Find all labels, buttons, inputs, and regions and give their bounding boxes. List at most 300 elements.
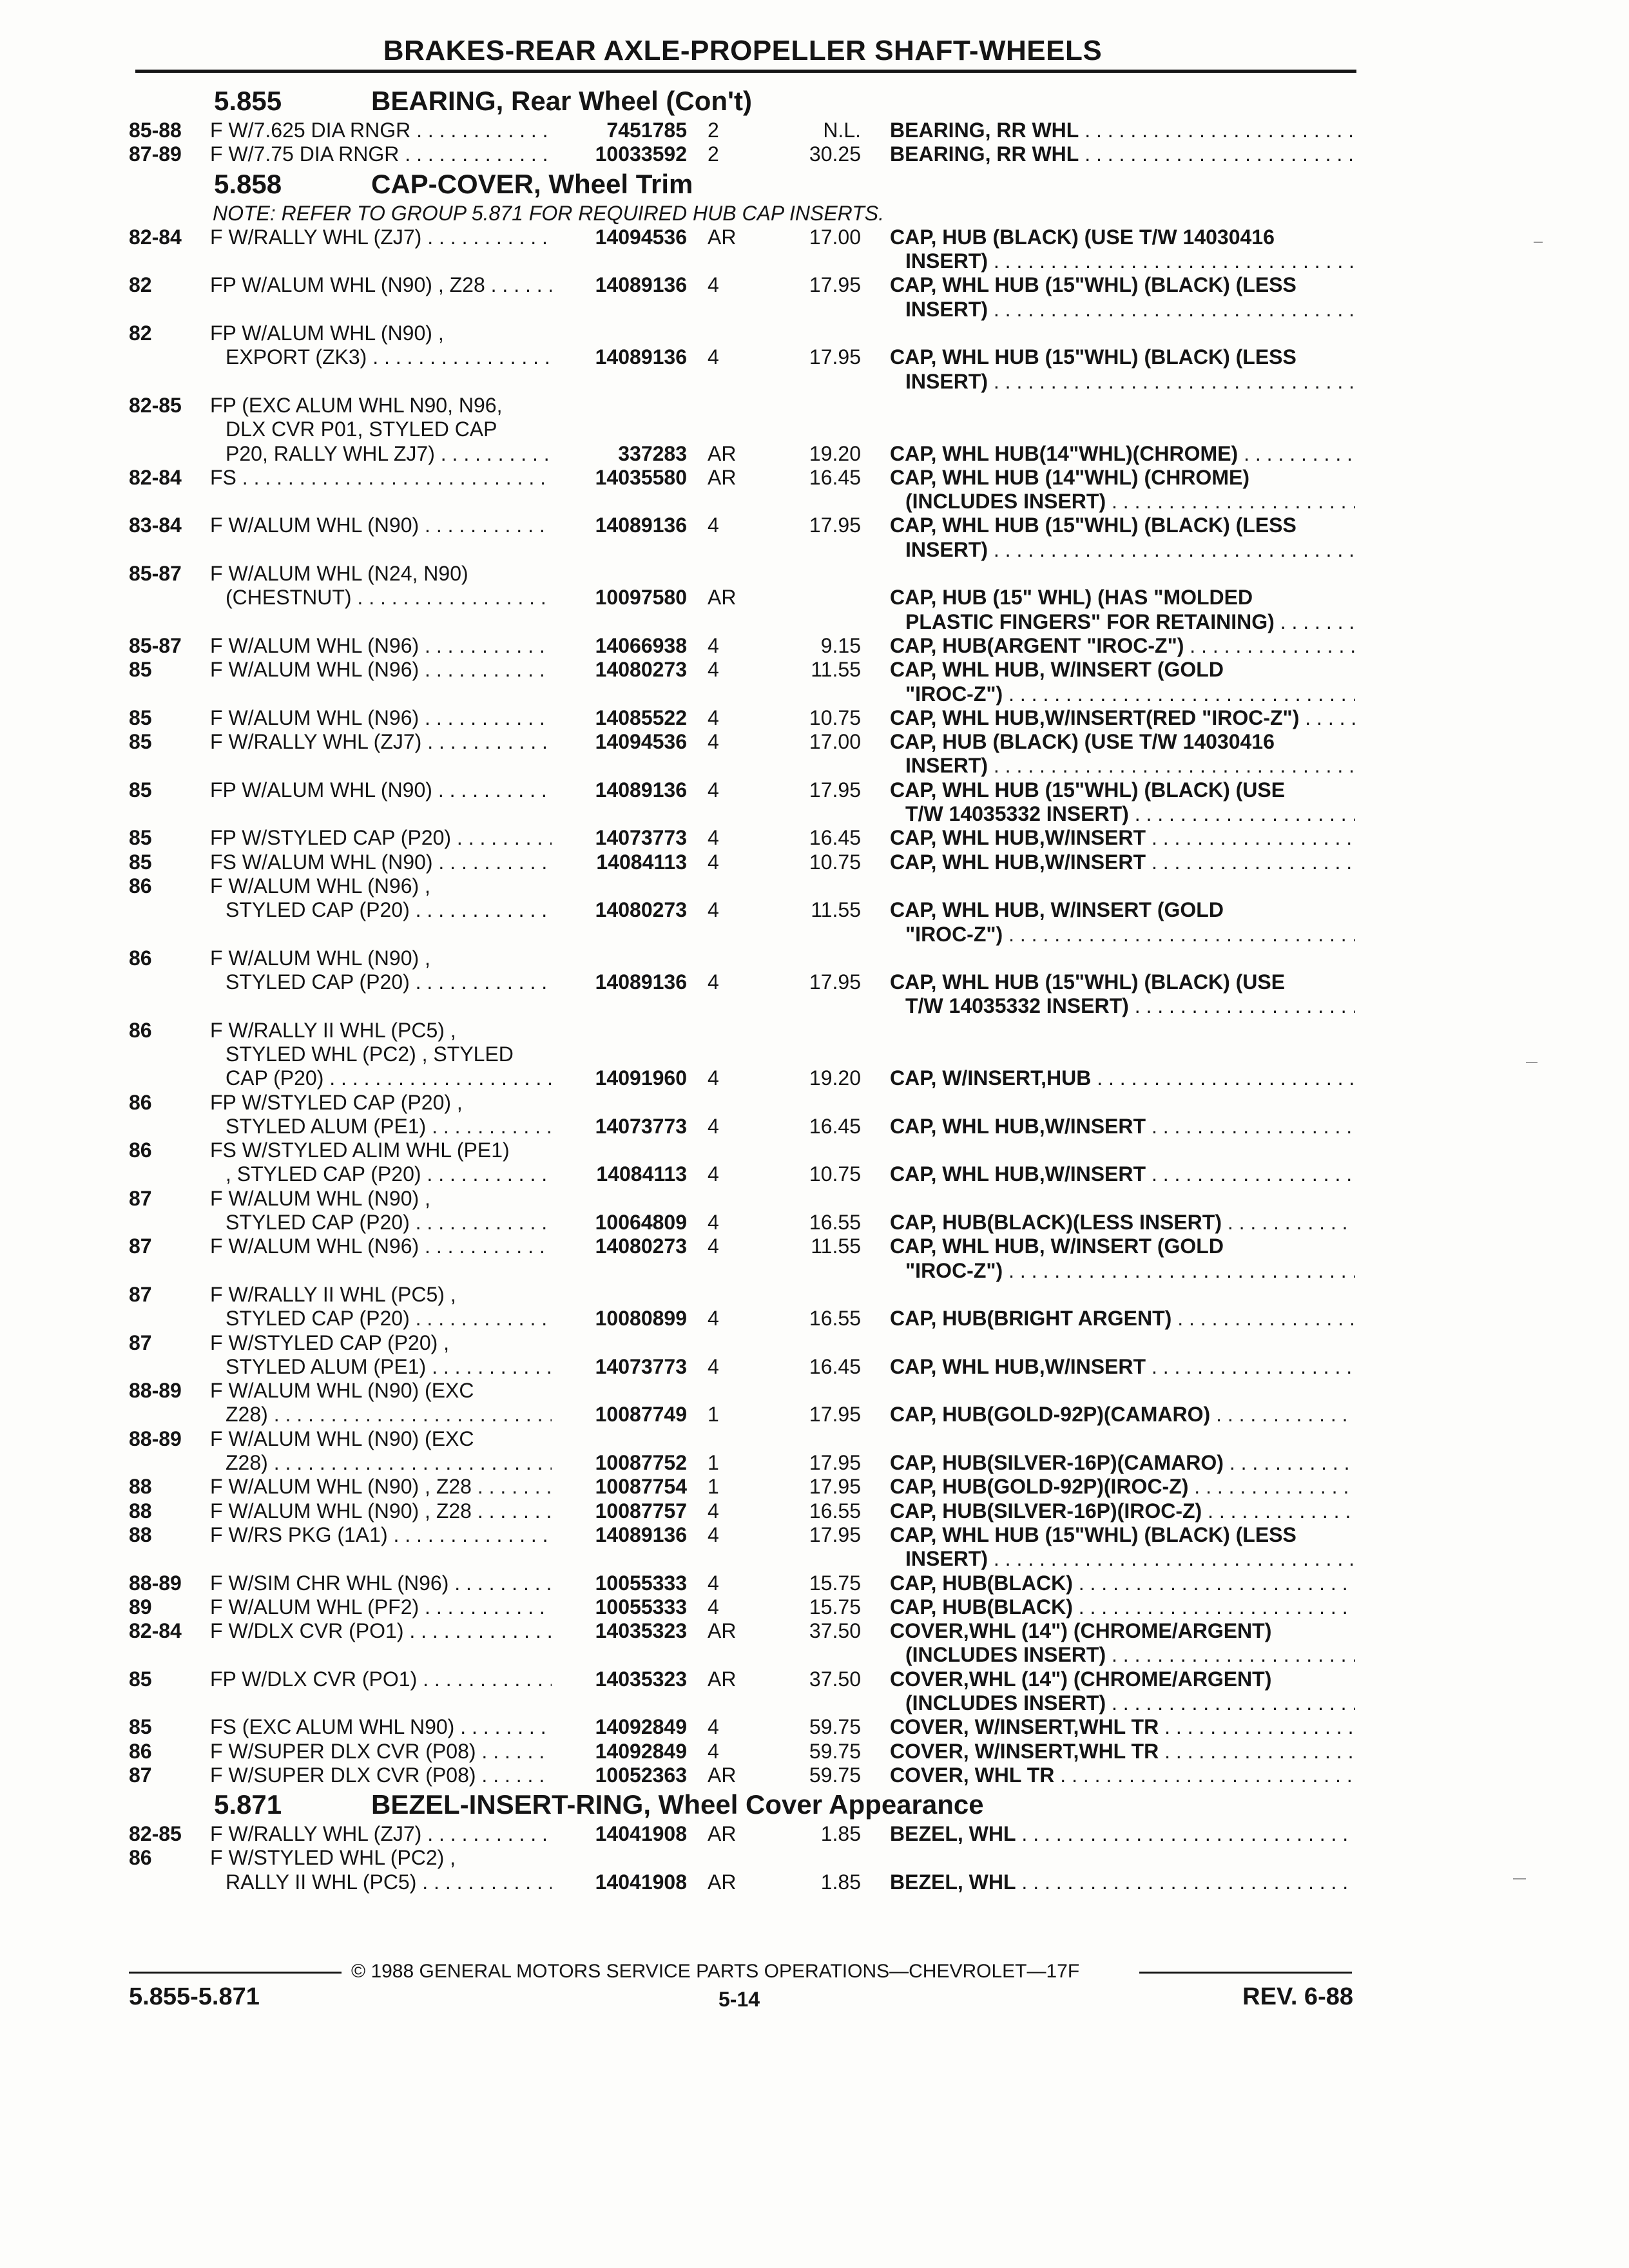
parts-row-line [0, 119, 1629, 142]
quantity: 1 [708, 1475, 719, 1499]
part-description: COVER,WHL (14") (CHROME/ARGENT) [890, 1667, 1272, 1691]
quantity: 2 [708, 119, 719, 142]
application-description: F W/RALLY WHL (ZJ7) . . . [210, 226, 552, 249]
part-description: "IROC-Z") . . . [905, 1259, 1355, 1283]
model-year: 88-89 [129, 1427, 182, 1450]
application-description: FP W/STYLED CAP (P20) , [210, 1090, 463, 1114]
parts-row-line [0, 418, 1629, 441]
price: 10.75 [809, 850, 861, 874]
part-description: BEZEL, WHL . . . [890, 1822, 1355, 1846]
part-description: CAP, HUB (15" WHL) (HAS "MOLDED [890, 586, 1253, 610]
part-number: 337283 [618, 441, 687, 465]
part-number: 10087754 [595, 1475, 687, 1499]
section-title: BEARING, Rear Wheel (Con't) [371, 86, 753, 116]
footer-group-range: 5.855-5.871 [129, 1983, 260, 2010]
application-description: FP W/ALUM WHL (N90) . . . [210, 778, 552, 802]
quantity: AR [708, 586, 737, 610]
application-description: FS W/STYLED ALIM WHL (PE1) [210, 1139, 510, 1162]
parts-row-line [0, 802, 1629, 826]
model-year: 88 [129, 1523, 152, 1546]
parts-row-line [0, 1763, 1629, 1787]
parts-row-line [0, 514, 1629, 537]
model-year: 88 [129, 1475, 152, 1499]
price: 37.50 [809, 1667, 861, 1691]
application-description: FP (EXC ALUM WHL N90, N96, [210, 393, 503, 417]
application-description: F W/STYLED WHL (PC2) , [210, 1846, 456, 1870]
price: 1.85 [820, 1822, 861, 1846]
model-year: 85 [129, 1667, 152, 1691]
model-year: 82 [129, 322, 152, 345]
price: 17.95 [809, 514, 861, 537]
application-description: F W/ALUM WHL (N90) , [210, 1186, 430, 1210]
parts-row-line [0, 923, 1629, 947]
price: 19.20 [809, 1066, 861, 1090]
parts-row-line [0, 1571, 1629, 1595]
part-description: CAP, HUB(GOLD-92P)(IROC-Z) . . . [890, 1475, 1355, 1499]
model-year: 87 [129, 1186, 152, 1210]
model-year: 86 [129, 1090, 152, 1114]
price: 37.50 [809, 1619, 861, 1643]
part-number: 14092849 [595, 1715, 687, 1739]
quantity: 4 [708, 1715, 719, 1739]
parts-row-line [0, 1740, 1629, 1763]
parts-row-line [0, 466, 1629, 490]
parts-row-line [0, 1427, 1629, 1451]
quantity: 4 [708, 850, 719, 874]
quantity: 4 [708, 658, 719, 682]
quantity: 2 [708, 142, 719, 166]
quantity: AR [708, 1763, 737, 1787]
part-description: CAP, W/INSERT,HUB . . . [890, 1066, 1355, 1090]
quantity: 4 [708, 1307, 719, 1331]
price: 10.75 [809, 1162, 861, 1186]
model-year: 86 [129, 946, 152, 970]
model-year: 86 [129, 1018, 152, 1042]
scan-mark [1513, 1878, 1526, 1879]
part-number: 10080899 [595, 1307, 687, 1331]
parts-row-line [0, 754, 1629, 778]
price: 17.95 [809, 1451, 861, 1475]
part-description: (INCLUDES INSERT) . . . [905, 490, 1355, 514]
quantity: 4 [708, 1595, 719, 1619]
part-number: 7451785 [606, 119, 687, 142]
parts-row-line [0, 1870, 1629, 1894]
part-description: CAP, WHL HUB(14"WHL)(CHROME) . . . [890, 442, 1355, 466]
part-description: INSERT) . . . [905, 298, 1355, 322]
part-number: 14091960 [595, 1066, 687, 1090]
parts-row-line [0, 1162, 1629, 1186]
application-description: FS W/ALUM WHL (N90) . . . [210, 850, 552, 874]
parts-row-line [0, 226, 1629, 249]
model-year: 87 [129, 1282, 152, 1306]
parts-row-line [0, 1066, 1629, 1090]
scan-mark [1526, 1062, 1537, 1063]
part-number: 14041908 [595, 1822, 687, 1846]
model-year: 83-84 [129, 514, 182, 537]
parts-row-line [0, 1091, 1629, 1115]
part-description: BEZEL, WHL . . . [890, 1870, 1355, 1894]
parts-row-line [0, 322, 1629, 345]
price: 17.95 [809, 778, 861, 802]
price: 10.75 [809, 706, 861, 729]
application-description: F W/ALUM WHL (N90) (EXC [210, 1379, 474, 1403]
application-description: F W/SUPER DLX CVR (P08) . . . [210, 1740, 552, 1763]
price: 16.45 [809, 1114, 861, 1138]
part-number: 14089136 [595, 345, 687, 369]
model-year: 82-84 [129, 465, 182, 489]
part-description: "IROC-Z") . . . [905, 682, 1355, 706]
part-description: INSERT) . . . [905, 538, 1355, 562]
model-year: 87 [129, 1763, 152, 1787]
footer-page-number: 5-14 [718, 1988, 760, 2011]
parts-row-line [0, 1331, 1629, 1355]
price: 17.95 [809, 1523, 861, 1546]
footer-copyright: © 1988 GENERAL MOTORS SERVICE PARTS OPERATIONS—CHEVROLET—17F [351, 1961, 1080, 1982]
quantity: 4 [708, 1211, 719, 1235]
quantity: AR [708, 441, 737, 465]
part-description: CAP, WHL HUB (14"WHL) (CHROME) [890, 465, 1249, 489]
price: N.L. [823, 119, 861, 142]
application-description: STYLED CAP (P20) . . . [226, 1307, 552, 1331]
parts-row-line [0, 970, 1629, 994]
parts-row-line [0, 994, 1629, 1018]
section-heading [0, 84, 1629, 119]
part-number: 14073773 [595, 826, 687, 850]
parts-row-line [0, 1211, 1629, 1235]
part-number: 14080273 [595, 658, 687, 682]
parts-row-line [0, 706, 1629, 730]
parts-row-line [0, 1115, 1629, 1139]
parts-row-line [0, 634, 1629, 658]
application-description: F W/RALLY WHL (ZJ7) . . . [210, 730, 552, 754]
model-year: 88-89 [129, 1571, 182, 1595]
parts-row-line [0, 298, 1629, 322]
quantity: AR [708, 465, 737, 489]
quantity: 4 [708, 826, 719, 850]
part-description: (INCLUDES INSERT) . . . [905, 1643, 1355, 1667]
application-description: Z28) . . . [226, 1403, 552, 1427]
scan-mark [1534, 242, 1543, 243]
part-description: PLASTIC FINGERS" FOR RETAINING) . . . [905, 610, 1355, 634]
section-title: BEZEL-INSERT-RING, Wheel Cover Appearance [371, 1789, 984, 1820]
quantity: 4 [708, 730, 719, 754]
part-description: INSERT) . . . [905, 249, 1355, 273]
quantity: 4 [708, 970, 719, 994]
parts-row-line [0, 1523, 1629, 1547]
model-year: 85 [129, 730, 152, 754]
price: 16.45 [809, 826, 861, 850]
price: 16.55 [809, 1499, 861, 1523]
parts-listing [0, 84, 1629, 1894]
price: 17.00 [809, 730, 861, 754]
application-description: F W/RALLY II WHL (PC5) , [210, 1282, 456, 1306]
model-year: 89 [129, 1595, 152, 1619]
header-rule [135, 70, 1356, 73]
quantity: AR [708, 1619, 737, 1643]
part-number: 10087749 [595, 1403, 687, 1427]
quantity: AR [708, 225, 737, 249]
model-year: 88 [129, 1499, 152, 1523]
footer-copyright-line [129, 1960, 1352, 1983]
part-number: 14035323 [595, 1667, 687, 1691]
quantity: 4 [708, 273, 719, 297]
parts-row-line [0, 898, 1629, 922]
price: 9.15 [820, 633, 861, 657]
application-description: F W/ALUM WHL (N90) (EXC [210, 1427, 474, 1450]
application-description: FP W/ALUM WHL (N90) , Z28 . . . [210, 273, 552, 297]
part-number: 14080273 [595, 898, 687, 922]
part-number: 14084113 [596, 850, 687, 874]
parts-row-line [0, 249, 1629, 273]
application-description: FP W/ALUM WHL (N90) , [210, 322, 444, 345]
part-description: CAP, WHL HUB,W/INSERT . . . [890, 850, 1355, 874]
application-description: F W/ALUM WHL (N96) . . . [210, 634, 552, 658]
model-year: 85-87 [129, 633, 182, 657]
part-description: COVER,WHL (14") (CHROME/ARGENT) [890, 1619, 1272, 1643]
price: 17.00 [809, 225, 861, 249]
part-description: CAP, HUB(ARGENT "IROC-Z") . . . [890, 634, 1355, 658]
application-description: F W/ALUM WHL (N24, N90) [210, 562, 468, 586]
application-description: F W/RALLY WHL (ZJ7) . . . [210, 1822, 552, 1846]
footer-revision: REV. 6-88 [1242, 1983, 1353, 2010]
parts-row-line [0, 1283, 1629, 1307]
model-year: 86 [129, 1739, 152, 1763]
page-header-title: BRAKES-REAR AXLE-PROPELLER SHAFT-WHEELS [383, 35, 1103, 66]
part-number: 10052363 [595, 1763, 687, 1787]
application-description: (CHESTNUT) . . . [226, 586, 552, 610]
parts-row-line [0, 394, 1629, 418]
part-description: CAP, WHL HUB,W/INSERT(RED "IROC-Z") . . . [890, 706, 1355, 730]
price: 17.95 [809, 1475, 861, 1499]
section-note [0, 202, 1629, 226]
application-description: , STYLED CAP (P20) . . . [226, 1162, 552, 1186]
quantity: 4 [708, 1739, 719, 1763]
part-number: 14073773 [595, 1114, 687, 1138]
parts-row-line [0, 1403, 1629, 1427]
quantity: 4 [708, 1235, 719, 1258]
part-number: 10087757 [595, 1499, 687, 1523]
parts-row-line [0, 1547, 1629, 1571]
quantity: 4 [708, 778, 719, 802]
parts-row-line [0, 586, 1629, 610]
part-description: CAP, WHL HUB,W/INSERT . . . [890, 826, 1355, 850]
parts-row-line [0, 850, 1629, 874]
part-description: CAP, WHL HUB (15"WHL) (BLACK) (LESS [890, 514, 1296, 537]
quantity: 1 [708, 1403, 719, 1427]
parts-row-line [0, 610, 1629, 634]
quantity: 4 [708, 1114, 719, 1138]
part-description: CAP, HUB (BLACK) (USE T/W 14030416 [890, 225, 1275, 249]
parts-row-line [0, 947, 1629, 970]
application-description: F W/ALUM WHL (PF2) . . . [210, 1595, 552, 1619]
model-year: 87 [129, 1331, 152, 1354]
part-number: 10055333 [595, 1571, 687, 1595]
application-description: STYLED ALUM (PE1) . . . [226, 1115, 552, 1139]
application-description: EXPORT (ZK3) . . . [226, 345, 552, 369]
application-description: F W/RS PKG (1A1) . . . [210, 1523, 552, 1547]
price: 11.55 [811, 1235, 861, 1258]
price: 59.75 [809, 1715, 861, 1739]
part-number: 14094536 [595, 730, 687, 754]
part-description: CAP, HUB(BLACK) . . . [890, 1595, 1355, 1619]
part-description: INSERT) . . . [905, 754, 1355, 778]
model-year: 82-85 [129, 1822, 182, 1846]
note-text: NOTE: REFER TO GROUP 5.871 FOR REQUIRED HUB CAP INSERTS. [213, 201, 884, 225]
part-description: CAP, HUB(SILVER-16P)(CAMARO) . . . [890, 1451, 1355, 1475]
part-description: CAP, WHL HUB (15"WHL) (BLACK) (LESS [890, 273, 1296, 297]
part-description: CAP, WHL HUB,W/INSERT . . . [890, 1115, 1355, 1139]
model-year: 85 [129, 658, 152, 682]
price: 15.75 [809, 1595, 861, 1619]
price: 17.95 [809, 970, 861, 994]
part-description: BEARING, RR WHL . . . [890, 142, 1355, 166]
part-number: 14035323 [595, 1619, 687, 1643]
price: 59.75 [809, 1763, 861, 1787]
part-description: INSERT) . . . [905, 370, 1355, 394]
part-number: 14080273 [595, 1235, 687, 1258]
parts-row-line [0, 1643, 1629, 1667]
part-number: 10055333 [595, 1595, 687, 1619]
price: 11.55 [811, 658, 861, 682]
parts-row-line [0, 1019, 1629, 1043]
quantity: 4 [708, 1354, 719, 1378]
part-number: 10064809 [595, 1211, 687, 1235]
application-description: RALLY II WHL (PC5) . . . [226, 1870, 552, 1894]
parts-row-line [0, 1259, 1629, 1283]
part-description: CAP, HUB(BLACK)(LESS INSERT) . . . [890, 1211, 1355, 1235]
parts-row-line [0, 1307, 1629, 1331]
quantity: 4 [708, 633, 719, 657]
part-description: COVER, W/INSERT,WHL TR . . . [890, 1740, 1355, 1763]
application-description: Z28) . . . [226, 1451, 552, 1475]
quantity: 4 [708, 1499, 719, 1523]
parts-row-line [0, 1379, 1629, 1403]
parts-row-line [0, 442, 1629, 466]
parts-row-line [0, 538, 1629, 562]
quantity: 4 [708, 706, 719, 729]
parts-row-line [0, 1499, 1629, 1523]
section-number: 5.871 [214, 1789, 282, 1820]
section-number: 5.855 [214, 86, 282, 116]
parts-row-line [0, 1667, 1629, 1691]
part-number: 14089136 [595, 970, 687, 994]
application-description: F W/7.75 DIA RNGR . . . [210, 142, 552, 166]
part-number: 14085522 [595, 706, 687, 729]
model-year: 82-84 [129, 1619, 182, 1643]
model-year: 82-84 [129, 225, 182, 249]
quantity: AR [708, 1822, 737, 1846]
part-number: 14041908 [595, 1870, 687, 1894]
application-description: STYLED CAP (P20) . . . [226, 898, 552, 922]
part-description: INSERT) . . . [905, 1547, 1355, 1571]
part-number: 14066938 [595, 633, 687, 657]
part-description: CAP, WHL HUB, W/INSERT (GOLD [890, 658, 1224, 682]
application-description: STYLED CAP (P20) . . . [226, 1211, 552, 1235]
parts-row-line [0, 874, 1629, 898]
footer-rule-right [1139, 1972, 1352, 1974]
price: 1.85 [820, 1870, 861, 1894]
parts-row-line [0, 1187, 1629, 1211]
parts-row-line [0, 345, 1629, 369]
quantity: 4 [708, 1523, 719, 1546]
quantity: 4 [708, 898, 719, 922]
model-year: 85 [129, 1715, 152, 1739]
application-description: FS . . . [210, 466, 552, 490]
model-year: 82 [129, 273, 152, 297]
footer-rule-left [129, 1972, 342, 1974]
application-description: STYLED ALUM (PE1) . . . [226, 1355, 552, 1379]
parts-row-line [0, 1139, 1629, 1162]
part-description: CAP, HUB(SILVER-16P)(IROC-Z) . . . [890, 1499, 1355, 1523]
application-description: DLX CVR P01, STYLED CAP [226, 418, 497, 441]
part-number: 10033592 [595, 142, 687, 166]
part-description: T/W 14035332 INSERT) . . . [905, 802, 1355, 826]
application-description: F W/ALUM WHL (N96) . . . [210, 706, 552, 730]
model-year: 85-88 [129, 119, 182, 142]
part-description: CAP, WHL HUB (15"WHL) (BLACK) (USE [890, 970, 1286, 994]
price: 15.75 [809, 1571, 861, 1595]
application-description: FP W/DLX CVR (PO1) . . . [210, 1667, 552, 1691]
parts-row-line [0, 1846, 1629, 1870]
section-heading [0, 167, 1629, 202]
application-description: CAP (P20) . . . [226, 1066, 552, 1090]
price: 16.55 [809, 1211, 861, 1235]
parts-row-line [0, 1715, 1629, 1739]
part-description: COVER, WHL TR . . . [890, 1763, 1355, 1787]
quantity: 4 [708, 1571, 719, 1595]
part-number: 14094536 [595, 225, 687, 249]
part-number: 10087752 [595, 1451, 687, 1475]
application-description: F W/SIM CHR WHL (N96) . . . [210, 1571, 552, 1595]
part-description: T/W 14035332 INSERT) . . . [905, 994, 1355, 1018]
model-year: 88-89 [129, 1379, 182, 1403]
part-number: 14073773 [595, 1354, 687, 1378]
parts-row-line [0, 370, 1629, 394]
model-year: 85 [129, 778, 152, 802]
parts-row-line [0, 1451, 1629, 1475]
parts-row-line [0, 1355, 1629, 1379]
quantity: 4 [708, 1162, 719, 1186]
model-year: 82-85 [129, 393, 182, 417]
parts-row-line [0, 1619, 1629, 1643]
part-number: 10097580 [595, 586, 687, 610]
part-description: CAP, WHL HUB (15"WHL) (BLACK) (USE [890, 778, 1286, 802]
part-description: CAP, WHL HUB (15"WHL) (BLACK) (LESS [890, 345, 1296, 369]
part-description: CAP, HUB(GOLD-92P)(CAMARO) . . . [890, 1403, 1355, 1427]
parts-row-line [0, 826, 1629, 850]
part-description: CAP, HUB(BRIGHT ARGENT) . . . [890, 1307, 1355, 1331]
quantity: 4 [708, 1066, 719, 1090]
model-year: 87 [129, 1235, 152, 1258]
part-number: 14089136 [595, 778, 687, 802]
price: 16.45 [809, 465, 861, 489]
price: 17.95 [809, 1403, 861, 1427]
price: 16.55 [809, 1307, 861, 1331]
parts-row-line [0, 490, 1629, 514]
application-description: F W/ALUM WHL (N96) . . . [210, 658, 552, 682]
application-description: STYLED WHL (PC2) , STYLED [226, 1042, 514, 1066]
application-description: F W/RALLY II WHL (PC5) , [210, 1018, 456, 1042]
part-number: 14089136 [595, 514, 687, 537]
application-description: P20, RALLY WHL ZJ7) . . . [226, 442, 552, 466]
part-description: CAP, WHL HUB (15"WHL) (BLACK) (LESS [890, 1523, 1296, 1546]
parts-row-line [0, 658, 1629, 682]
part-description: COVER, W/INSERT,WHL TR . . . [890, 1715, 1355, 1739]
section-number: 5.858 [214, 168, 282, 199]
quantity: AR [708, 1667, 737, 1691]
part-description: CAP, HUB(BLACK) . . . [890, 1571, 1355, 1595]
parts-row-line [0, 142, 1629, 166]
